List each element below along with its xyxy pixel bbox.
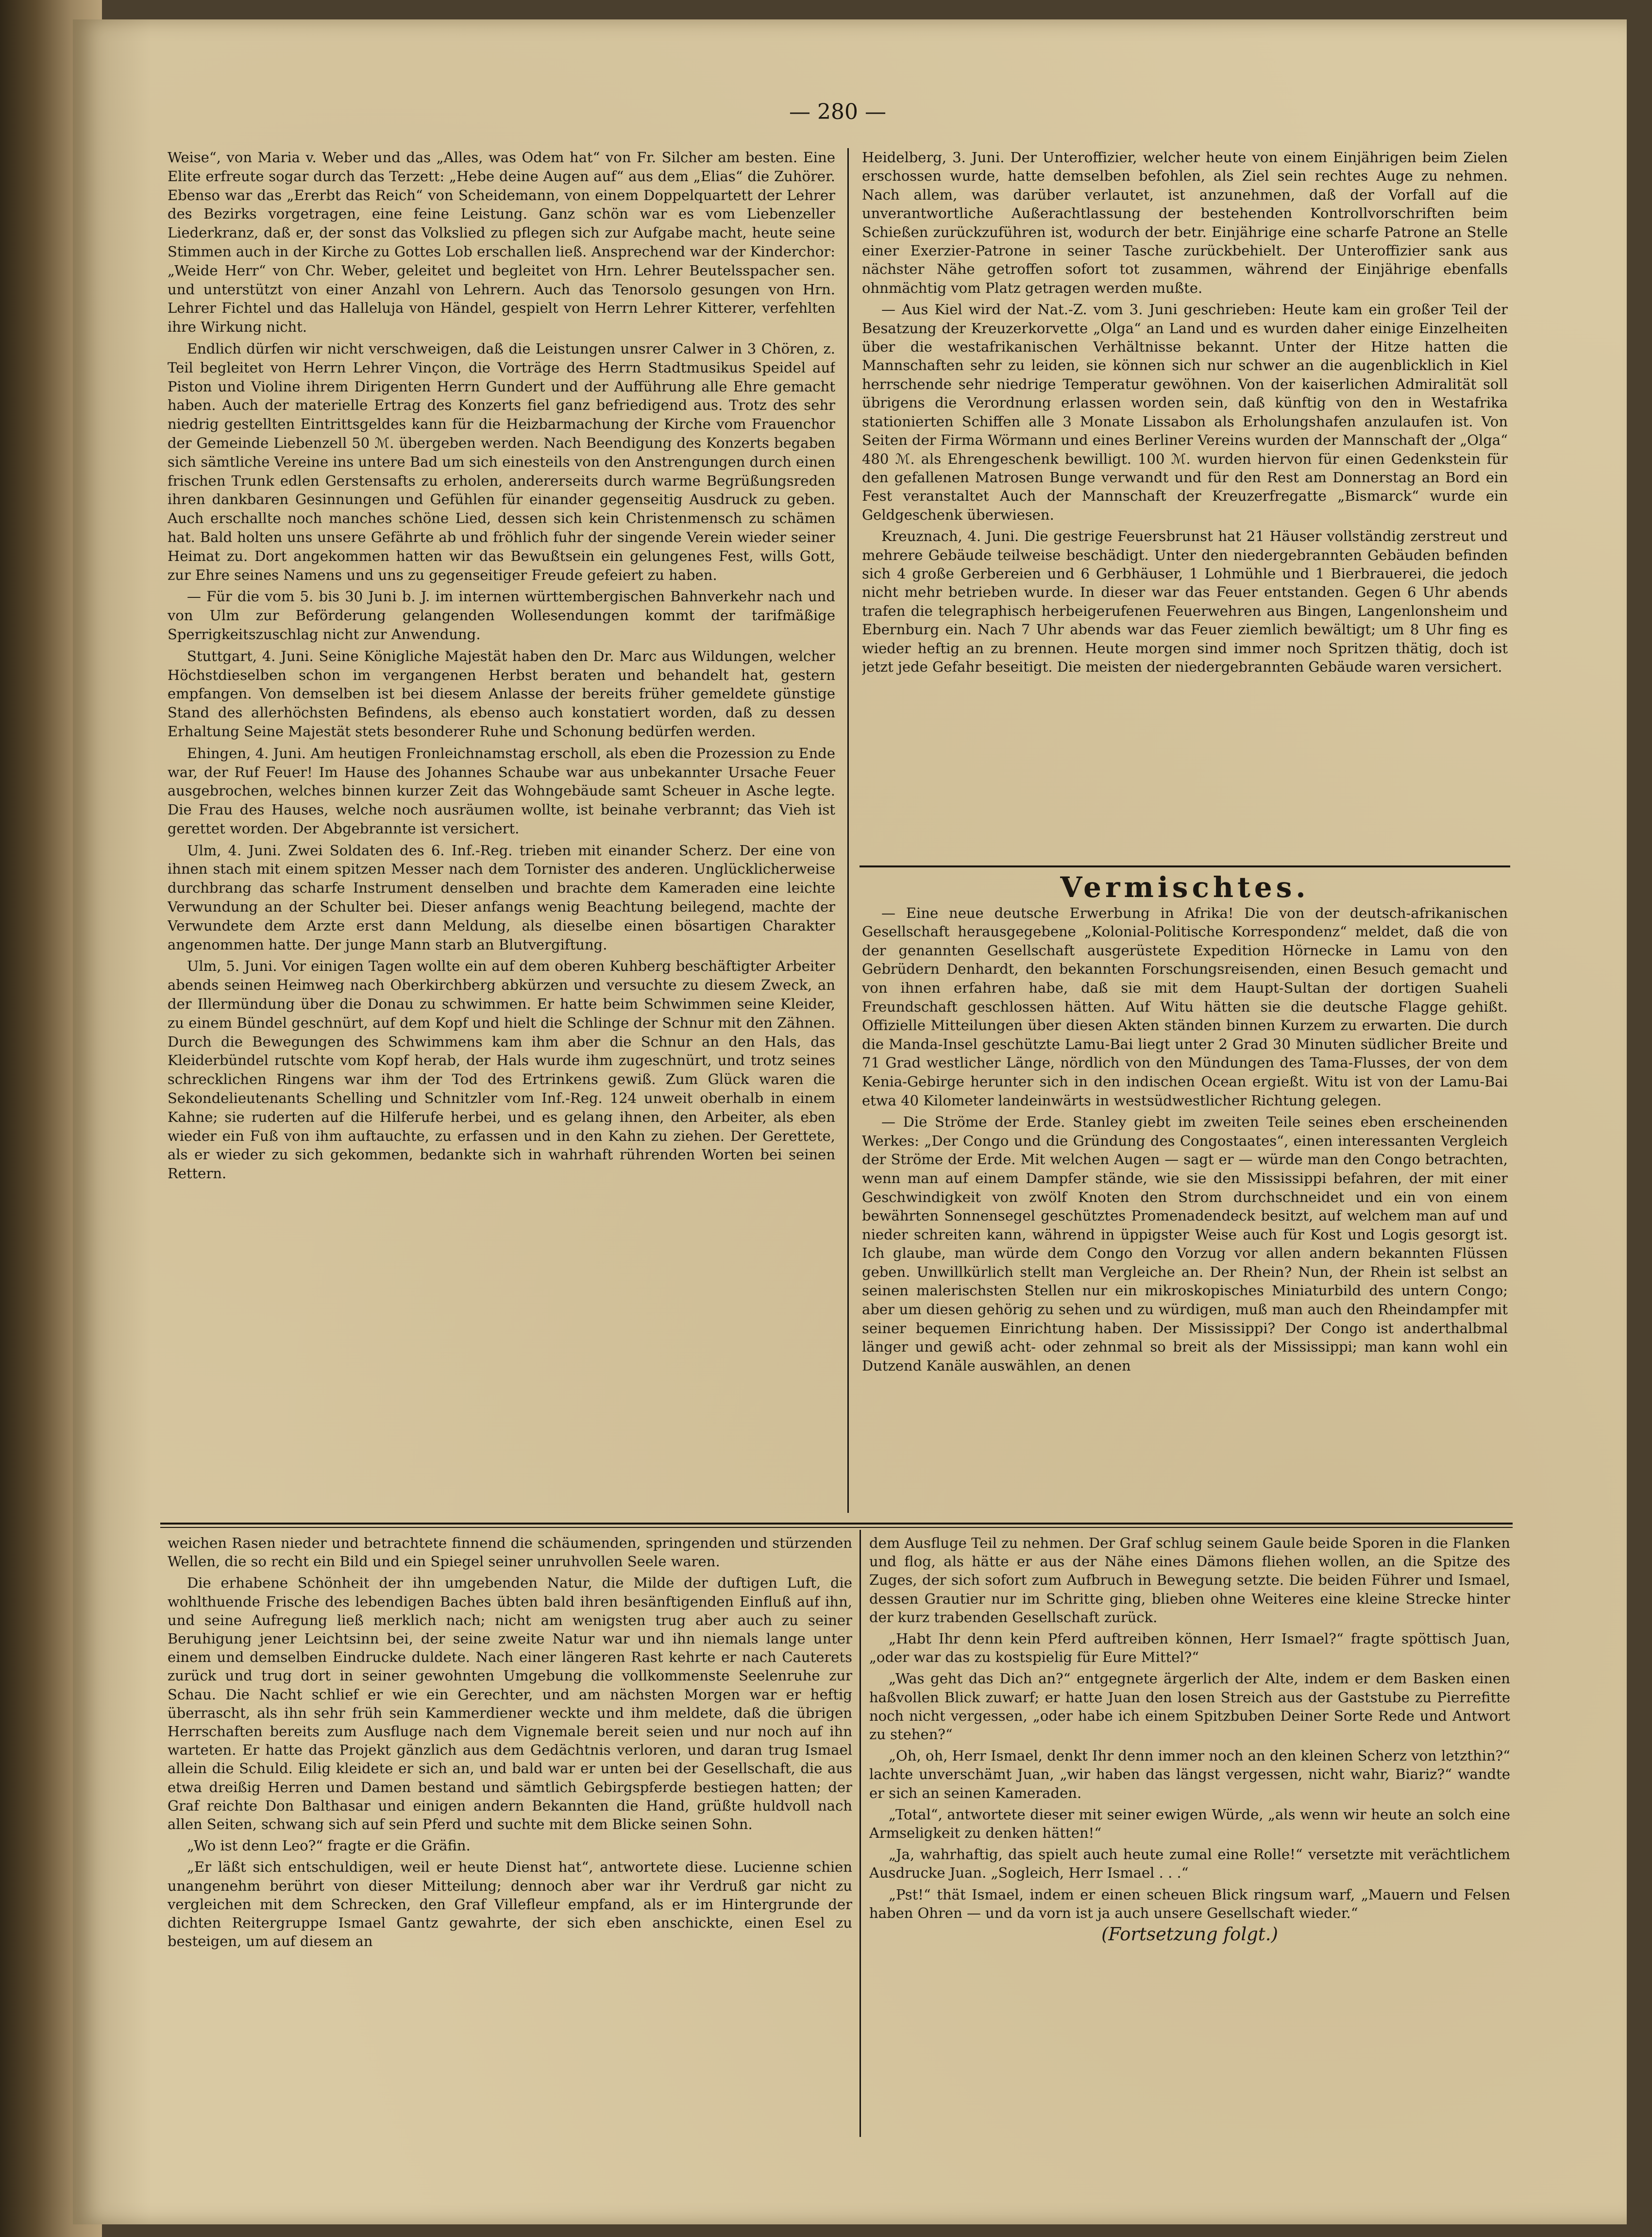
story-paragraph: weichen Rasen nieder und betrachtete finnend die schäumenden, springenden und stürzenden Wellen, die so recht ein Bild und ein Spiegel seiner unruhvollen Seele waren. [168, 1535, 852, 1570]
upper-right-column [862, 148, 1508, 862]
story-paragraph: Die erhabene Schönheit der ihn umgebenden Natur, die Milde der duftigen Luft, die wohlthuende Frische des lebendigen Baches übten bald ihren besänftigenden Einfluß auf ihn, und seine Aufregung ließ merklich nach; nicht am wenigsten trug aber auch zu seiner Beruhigung jener Leichtsinn bei, der seine zweite Natur war und ihn niemals lange unter einem und demselben Eindrucke duldete. Nach einer längeren Rast kehrte er nach Cauterets zurück und trug dort in seiner gewohnten Umgebung die vollkommenste Seelenruhe zur Schau. Die Nacht schlief er wie ein Gerechter, und am nächsten Morgen war er heftig überrascht, als ihn sehr früh sein Kammerdiener weckte und ihm meldete, daß die übrigen Herrschaften bereits zum Ausfluge nach dem Vignemale bereit seien und nur noch auf ihn warteten. Er hatte das Projekt gänzlich aus dem Gedächtnis verloren, und daran trug Ismael allein die Schuld. Eilig kleidete er sich an, und bald war er unten bei der Gesellschaft, die aus etwa dreißig Herren und Damen bestand und sämtlich Gebirgspferde bestiegen hatten; der Graf reichte Don Balthasar und einigen andern Bekannten die Hand, grüßte huldvoll nach allen Seiten, schwang sich auf sein Pferd und suchte mit dem Blicke seinen Sohn. [168, 1575, 852, 1833]
continued-label: (Fortsetzung folgt.) [1101, 1924, 1278, 1945]
article-paragraph: — Für die vom 5. bis 30 Juni b. J. im internen württembergischen Bahnverkehr nach und von Ulm zur Beförderung gelangenden Wollesendungen kommt der tarifmäßige Sperrigkeitszuschlag nicht zur Anwendung. [168, 588, 835, 643]
section-rule [860, 865, 1510, 867]
story-paragraph: dem Ausfluge Teil zu nehmen. Der Graf schlug seinem Gaule beide Sporen in die Flanken und flog, als hätte er aus der Nähe eines Dämons fliehen wollen, an die Spitze des Zuges, der sich sofort zum Aufbruch in Bewegung setzte. Die beiden Führer und Ismael, dessen Grautier nur im Schritte ging, blieben ohne Weiteres eine kleine Strecke hinter der kurz trabenden Gesellschaft zurück. [869, 1535, 1510, 1626]
story-paragraph: „Oh, oh, Herr Ismael, denkt Ihr denn immer noch an den kleinen Scherz von letzthin?“ lachte unverschämt Juan, „wir haben das längst vergessen, nicht wahr, Biariz?“ wandte er sich an seinen Kameraden. [869, 1747, 1510, 1801]
feuilleton-right-column [869, 1534, 1510, 2019]
story-paragraph: „Er läßt sich entschuldigen, weil er heute Dienst hat“, antwortete diese. Lucienne schien unangenehm berührt von dieser Mitteilung; dennoch aber war ihr Verdruß gar nicht zu vergleichen mit dem Schrecken, den Graf Villefleur empfand, als er im Hintergrunde der dichten Reitergruppe Ismael Gantz gewahrte, der sich eben anschickte, einen Esel zu besteigen, um auf diesem an [168, 1859, 852, 1950]
article-paragraph: — Eine neue deutsche Erwerbung in Afrika! Die von der deutsch-afrikanischen Gesellschaft herausgegebene „Kolonial-Politische Korrespondenz“ meldet, daß die von der genannten Gesellschaft ausgerüstete Expedition Hörnecke in Lamu von den Gebrüdern Denhardt, den bekannten Forschungsreisenden, einen Besuch gemacht und von ihnen erfahren habe, daß sie mit dem Haupt-Sultan der dortigen Suaheli Freundschaft geschlossen hätten. Auf Witu hätten sie die deutsche Flagge gehißt. Offizielle Mitteilungen über diesen Akten ständen binnen Kurzem zu erwarten. Die durch die Manda-Insel geschützte Lamu-Bai liegt unter 2 Grad 30 Minuten südlicher Breite und 71 Grad westlicher Länge, nördlich von den Mündungen des Tama-Flusses, der von dem Kenia-Gebirge herunter sich in den indischen Ocean ergießt. Witu ist von der Lamu-Bai etwa 40 Kilometer landeinwärts in westsüdwestlicher Richtung gelegen. [862, 904, 1508, 1109]
section-heading-vermischtes: Vermischtes. [1060, 871, 1310, 904]
article-paragraph: Ehingen, 4. Juni. Am heutigen Fronleichnamstag erscholl, als eben die Prozession zu Ende war, der Ruf Feuer! Im Hause des Johannes Schaube war aus unbekannter Ursache Feuer ausgebrochen, welches binnen kurzer Zeit das Wohngebäude samt Scheuer in Asche legte. Die Frau des Hauses, welche noch ausräumen wollte, ist beinahe verbrannt; das Vieh ist gerettet worden. Der Abgebrannte ist versichert. [168, 745, 835, 837]
article-paragraph: — Aus Kiel wird der Nat.-Z. vom 3. Juni geschrieben: Heute kam ein großer Teil der Besatzung der Kreuzerkorvette „Olga“ an Land und es wurden daher einige Einzelheiten über die westafrikanischen Verhältnisse bekannt. Unter der Hitze hatten die Mannschaften sehr zu leiden, sie können sich nur schwer an die augenblicklich in Kiel herrschende sehr niedrige Temperatur gewöhnen. Von der kaiserlichen Admiralität soll übrigens die Verordnung erlassen worden sein, daß künftig von den in Westafrika stationierten Schiffen alle 3 Monate Lissabon als Erholungshafen anzulaufen ist. Von Seiten der Firma Wörmann und eines Berliner Vereins wurden der Mannschaft der „Olga“ 480 ℳ. als Ehrengeschenk bewilligt. 100 ℳ. wurden hiervon für einen Gedenkstein für den gefallenen Matrosen Bunge verwandt und für den Rest am Donnerstag an Bord ein Fest veranstaltet Auch der Mannschaft der Kreuzerfregatte „Bismarck“ wurde ein Geldgeschenk überwiesen. [862, 301, 1508, 523]
feuilleton-rule-thin [160, 1527, 1513, 1528]
article-paragraph: Stuttgart, 4. Juni. Seine Königliche Majestät haben den Dr. Marc aus Wildungen, welcher Höchstdieselben schon im vergangenen Herbst beraten und behandelt hat, gestern empfangen. Von demselben ist bei diesem Anlasse der bereits früher gemeldete günstige Stand des allerhöchsten Befindens, als ebenso auch konstatiert worden, daß zu dessen Erhaltung Seine Majestät stets besonderer Ruhe und Schonung bedürfen werden. [168, 647, 835, 740]
story-paragraph: „Ja, wahrhaftig, das spielt auch heute zumal eine Rolle!“ versetzte mit verächtlichem Ausdrucke Juan. „Sogleich, Herr Ismael . . .“ [869, 1846, 1510, 1881]
article-paragraph: Heidelberg, 3. Juni. Der Unteroffizier, welcher heute von einem Einjährigen beim Zielen erschossen wurde, hatte demselben befohlen, als Ziel sein rechtes Auge zu nehmen. Nach allem, was darüber verlautet, ist anzunehmen, daß der Vorfall auf die unverantwortliche Außerachtlassung der bestehenden Kontrollvorschriften beim Schießen zurückzuführen ist, wodurch der betr. Einjährige eine scharfe Patrone an Stelle einer Exerzier-Patrone in seiner Tasche zurückbehielt. Der Unteroffizier sank aus nächster Nähe getroffen sofort tot zusammen, während der Einjährige ebenfalls ohnmächtig vom Platz getragen werden mußte. [862, 149, 1508, 296]
story-paragraph: „Wo ist denn Leo?“ fragte er die Gräfin. [187, 1837, 471, 1854]
column-divider [860, 1530, 861, 2137]
article-paragraph: Kreuznach, 4. Juni. Die gestrige Feuersbrunst hat 21 Häuser vollständig zerstreut und mehrere Gebäude teilweise beschädigt. Unter den niedergebrannten Gebäuden befinden sich 4 große Gerbereien und 6 Gerbhäuser, 1 Lohmühle und 1 Bierbrauerei, die jedoch nicht mehr betrieben wurde. In dieser war das Feuer entstanden. Gegen 6 Uhr abends trafen die telegraphisch herbeigerufenen Feuerwehren aus Bingen, Langenlonsheim und Ebernburg ein. Nach 7 Uhr abends war das Feuer ziemlich bewältigt; um 8 Uhr fing es wieder heftig an zu brennen. Heute morgen sind immer noch Spritzen thätig, doch ist jetzt jede Gefahr beseitigt. Die meisten der niedergebrannten Gebäude waren versichert. [862, 528, 1508, 675]
story-paragraph: „Pst!“ thät Ismael, indem er einen scheuen Blick ringsum warf, „Mauern und Felsen haben Ohren — und da vorn ist ja auch unsere Gesellschaft wieder.“ [869, 1886, 1510, 1921]
upper-left-column [168, 148, 835, 1508]
column-divider [847, 148, 849, 1513]
story-paragraph: „Was geht das Dich an?“ entgegnete ärgerlich der Alte, indem er dem Basken einen haßvollen Blick zuwarf; er hatte Juan den losen Streich aus der Gaststube zu Pierrefitte noch nicht vergessen, „oder habe ich einem Spitzbuben Deiner Sorte Rede und Antwort zu stehen?“ [869, 1670, 1510, 1743]
article-paragraph: — Die Ströme der Erde. Stanley giebt im zweiten Teile seines eben erscheinenden Werkes: „Der Congo und die Gründung des Congostaates“, einen interessanten Vergleich der Ströme der Erde. Mit welchen Augen — sagt er — würde man den Congo betrachten, wenn man auf einem Dampfer stände, wie sie den Mississippi befahren, der mit einer Geschwindigkeit von zwölf Knoten den Strom durchschneidet und ein von einem bewährten Sonnensegel geschütztes Promenadendeck besitzt, auf welchem man auf und nieder schreiten kann, während in üppigster Weise auch für Kost und Logis gesorgt ist. Ich glaube, man würde dem Congo den Vorzug vor allen andern bekannten Flüssen geben. Unwillkürlich stellt man Vergleiche an. Der Rhein? Nun, der Rhein ist selbst an seinen malerischsten Stellen nur ein mikroskopisches Miniaturbild des untern Congo; aber um diesen gehörig zu sehen und zu würdigen, muß man auch den Rheindampfer mit seiner bequemen Einrichtung haben. Der Mississippi? Der Congo ist anderthalbmal länger und gewiß acht- oder zehnmal so breit als der Mississippi; man kann wohl ein Dutzend Kanäle auswählen, an denen [862, 1114, 1508, 1374]
article-paragraph: Endlich dürfen wir nicht verschweigen, daß die Leistungen unsrer Calwer in 3 Chören, z. Teil begleitet von Herrn Lehrer Vinçon, die Vorträge des Herrn Stadtmusikus Speidel auf Piston und Violine ihrem Dirigenten Herrn Gundert und der Aufführung alle Ehre gemacht haben. Auch der materielle Ertrag des Konzerts fiel ganz befriedigend aus. Trotz des sehr niedrig gestellten Eintrittsgeldes kann für die Heizbarmachung der Kirche vom Frauenchor der Gemeinde Liebenzell 50 ℳ. übergeben werden. Nach Beendigung des Konzerts begaben sich sämtliche Vereine ins untere Bad um sich einesteils von den Anstrengungen durch einen frischen Trunk edlen Gerstensafts zu erholen, andererseits durch warme Begrüßungsreden ihren dankbaren Gesinnungen und Gefühlen für einander gegenseitig Ausdruck zu geben. Auch erschallte noch manches schöne Lied, dessen sich kein Christenmensch zu schämen hat. Bald holten uns unsere Gefährte ab und fröhlich fuhr der singende Verein wieder seiner Heimat zu. Dort angekommen hatten wir das Bewußtsein ein gelungenes Fest, wills Gott, zur Ehre seines Namens und uns zu gegenseitiger Freude gefeiert zu haben. [168, 340, 835, 583]
story-paragraph: „Habt Ihr denn kein Pferd auftreiben können, Herr Ismael?“ fragte spöttisch Juan, „oder war das zu kostspielig für Eure Mittel?“ [869, 1630, 1510, 1666]
feuilleton-rule [160, 1523, 1513, 1525]
article-paragraph: Ulm, 4. Juni. Zwei Soldaten des 6. Inf.-Reg. trieben mit einander Scherz. Der eine von ihnen stach mit einem spitzen Messer nach dem Tornister des anderen. Unglücklicherweise durchbrang das scharfe Instrument denselben und brachte dem Kameraden eine leichte Verwundung an der Schulter bei. Dieser anfangs wenig Beachtung beilegend, machte der Verwundete dem Arzte erst dann Meldung, als dieselbe einen bösartigen Charakter angenommen hatte. Der junge Mann starb an Blutvergiftung. [168, 842, 835, 953]
article-paragraph: Ulm, 5. Juni. Vor einigen Tagen wollte ein auf dem oberen Kuhberg beschäftigter Arbeiter abends seinen Heimweg nach Oberkirchberg abkürzen und versuchte zu diesem Zweck, an der Illermündung über die Donau zu schwimmen. Er hatte beim Schwimmen seine Kleider, zu einem Bündel geschnürt, auf dem Kopf und hielt die Schlinge der Schnur mit den Zähnen. Durch die Bewegungen des Schwimmens kam ihm aber die Schnur an den Hals, das Kleiderbündel rutschte vom Kopf herab, der Hals wurde ihm zugeschnürt, und trotz seines schrecklichen Ringens war ihm der Tod des Ertrinkens gewiß. Zum Glück waren die Sekondelieutenants Schelling und Schnitzler vom Inf.-Reg. 124 unweit oberhalb in einem Kahne; sie ruderten auf die Hilferufe herbei, und es gelang ihnen, den Arbeiter, als eben wieder ein Fuß von ihm auftauchte, zu erfassen und in den Kahn zu ziehen. Der Gerettete, als er wieder zu sich gekommen, bedankte sich in wahrhaft rührenden Worten bei seinen Rettern. [168, 958, 835, 1182]
story-paragraph: „Total“, antwortete dieser mit seiner ewigen Würde, „als wenn wir heute an solch eine Armseligkeit zu denken hätten!“ [869, 1806, 1510, 1842]
feuilleton-left-column [168, 1534, 852, 2131]
page-number: — 280 — [789, 100, 886, 124]
vermischtes-column [862, 869, 1508, 1510]
article-paragraph: Weise“, von Maria v. Weber und das „Alles, was Odem hat“ von Fr. Silcher am besten. Eine Elite erfreute sogar durch das Terzett: „Hebe deine Augen auf“ aus dem „Elias“ die Zuhörer. Ebenso war das „Ererbt das Reich“ von Scheidemann, von einem Doppelquartett der Lehrer des Bezirks vorgetragen, eine feine Leistung. Ganz schön war es vom Liebenzeller Liederkranz, daß er, der sonst das Volkslied zu pflegen sich zur Aufgabe macht, heute seine Stimmen auch in der Kirche zu Gottes Lob erschallen ließ. Ansprechend war der Kinderchor: „Weide Herr“ von Chr. Weber, geleitet und begleitet von Hrn. Lehrer Beutelsspacher sen. und unterstützt von einer Anzahl von Lehrern. Auch das Tenorsolo gesungen von Hrn. Lehrer Fichtel und das Halleluja von Händel, gespielt von Herrn Lehrer Kitterer, verfehlten ihre Wirkung nicht. [168, 149, 835, 336]
